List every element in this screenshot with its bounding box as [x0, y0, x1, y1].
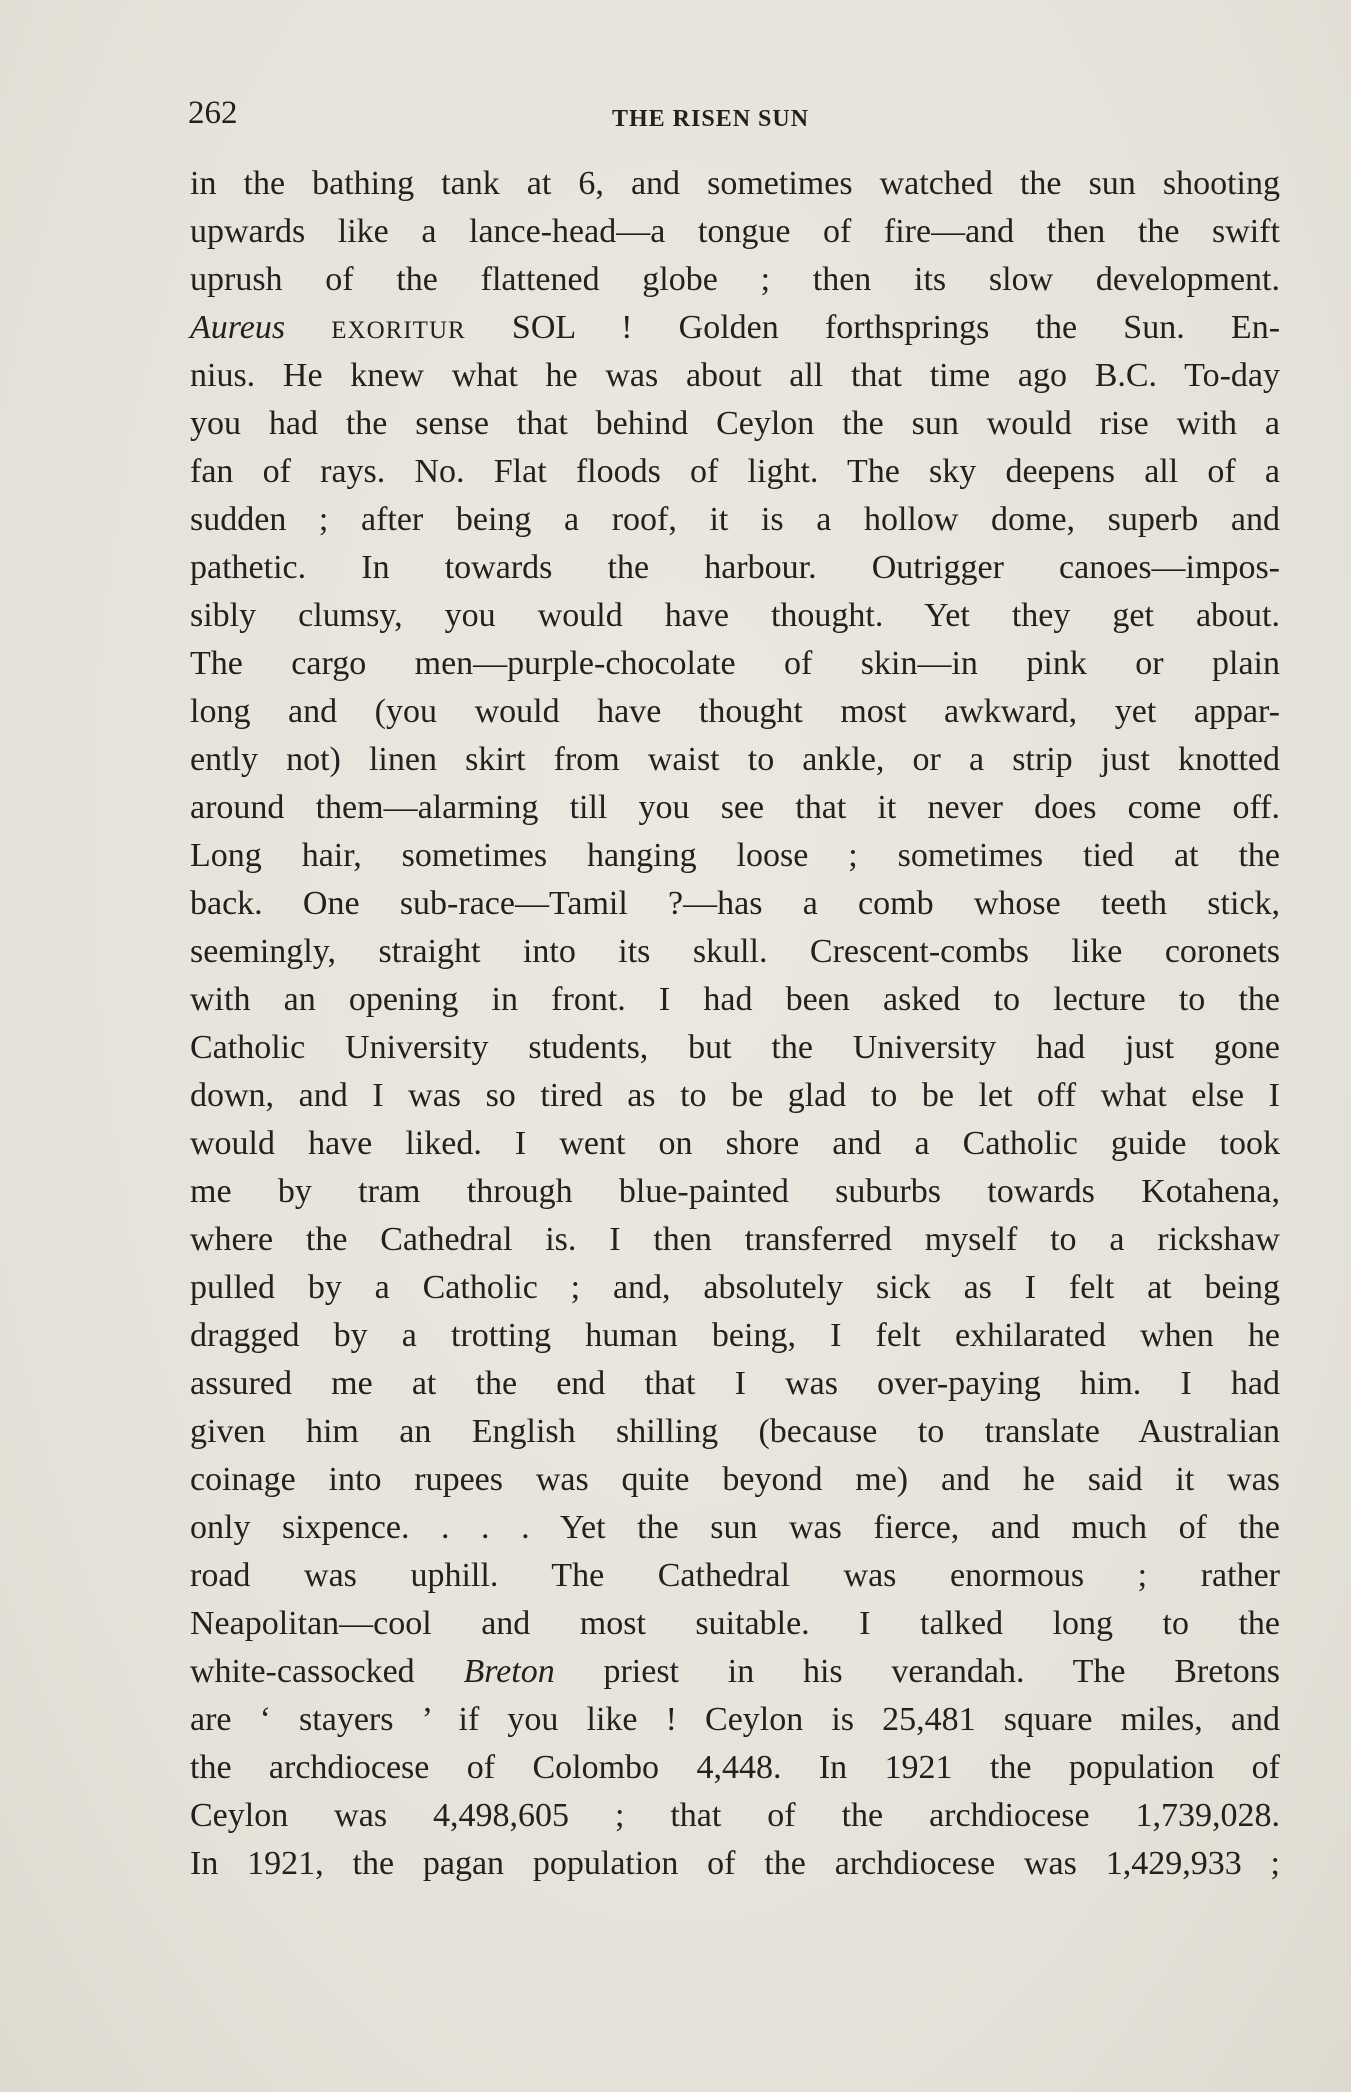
text-line: The cargo men—purple-chocolate of skin—in pink or plain	[190, 645, 1280, 682]
text-line: nius. He knew what he was about all that time ago B.C. To-day	[190, 357, 1280, 394]
text-line: long and (you would have thought most awkward, yet appar-	[190, 693, 1280, 730]
text-line: down, and I was so tired as to be glad to be let off what else I	[190, 1077, 1280, 1114]
text-line: the archdiocese of Colombo 4,448. In 1921 the population of	[190, 1749, 1280, 1786]
text-line: upwards like a lance-head—a tongue of fire—and then the swift	[190, 213, 1280, 250]
small-caps-word: EXORITUR	[331, 317, 466, 344]
running-head	[188, 88, 1288, 138]
text-line: uprush of the flattened globe ; then its slow development.	[190, 261, 1280, 298]
text-line-start: white-cassocked	[190, 1653, 415, 1690]
text-line: sudden ; after being a roof, it is a hollow dome, superb and	[190, 501, 1280, 538]
text-line: only sixpence. . . . Yet the sun was fierce, and much of the	[190, 1509, 1280, 1546]
text-line: In 1921, the pagan population of the archdiocese was 1,429,933 ;	[190, 1845, 1280, 1882]
text-line: ently not) linen skirt from waist to ankle, or a strip just knotted	[190, 741, 1280, 778]
text-line: sibly clumsy, you would have thought. Yet they get about.	[190, 597, 1280, 634]
text-line: back. One sub-race—Tamil ?—has a comb whose teeth stick,	[190, 885, 1280, 922]
text-line: you had the sense that behind Ceylon the sun would rise with a	[190, 405, 1280, 442]
page-number: 262	[188, 95, 238, 131]
text-line: assured me at the end that I was over-paying him. I had	[190, 1365, 1280, 1402]
running-title: THE RISEN SUN	[612, 106, 810, 132]
text-line: road was uphill. The Cathedral was enormous ; rather	[190, 1557, 1280, 1594]
text-line: with an opening in front. I had been asked to lecture to the	[190, 981, 1280, 1018]
text-line: pulled by a Catholic ; and, absolutely sick as I felt at being	[190, 1269, 1280, 1306]
text-line-rest: priest in his verandah. The Bretons	[603, 1653, 1280, 1690]
body-text	[190, 160, 1280, 1888]
text-line: Neapolitan—cool and most suitable. I talked long to the	[190, 1605, 1280, 1642]
text-line: pathetic. In towards the harbour. Outrigger canoes—impos-	[190, 549, 1280, 586]
text-line: seemingly, straight into its skull. Crescent-combs like coronets	[190, 933, 1280, 970]
text-line: Catholic University students, but the University had just gone	[190, 1029, 1280, 1066]
text-line: where the Cathedral is. I then transferred myself to a rickshaw	[190, 1221, 1280, 1258]
text-line: are ‘ stayers ’ if you like ! Ceylon is 25,481 square miles, and	[190, 1701, 1280, 1738]
text-line: would have liked. I went on shore and a Catholic guide took	[190, 1125, 1280, 1162]
text-line: in the bathing tank at 6, and sometimes watched the sun shooting	[190, 165, 1280, 202]
text-line: me by tram through blue-painted suburbs towards Kotahena,	[190, 1173, 1280, 1210]
text-line: coinage into rupees was quite beyond me) and he said it was	[190, 1461, 1280, 1498]
text-line: Long hair, sometimes hanging loose ; sometimes tied at the	[190, 837, 1280, 874]
text-line-rest: SOL ! Golden forthsprings the Sun. En-	[511, 309, 1281, 346]
text-line: given him an English shilling (because to translate Australian	[190, 1413, 1280, 1450]
latin-italic-word: Aureus	[190, 309, 286, 346]
italic-word: Breton	[463, 1653, 555, 1690]
text-line	[190, 304, 1280, 352]
text-line: around them—alarming till you see that it never does come off.	[190, 789, 1280, 826]
text-line: fan of rays. No. Flat floods of light. The sky deepens all of a	[190, 453, 1280, 490]
text-line: dragged by a trotting human being, I felt exhilarated when he	[190, 1317, 1280, 1354]
text-line	[190, 1648, 1280, 1696]
text-line: Ceylon was 4,498,605 ; that of the archdiocese 1,739,028.	[190, 1797, 1280, 1834]
